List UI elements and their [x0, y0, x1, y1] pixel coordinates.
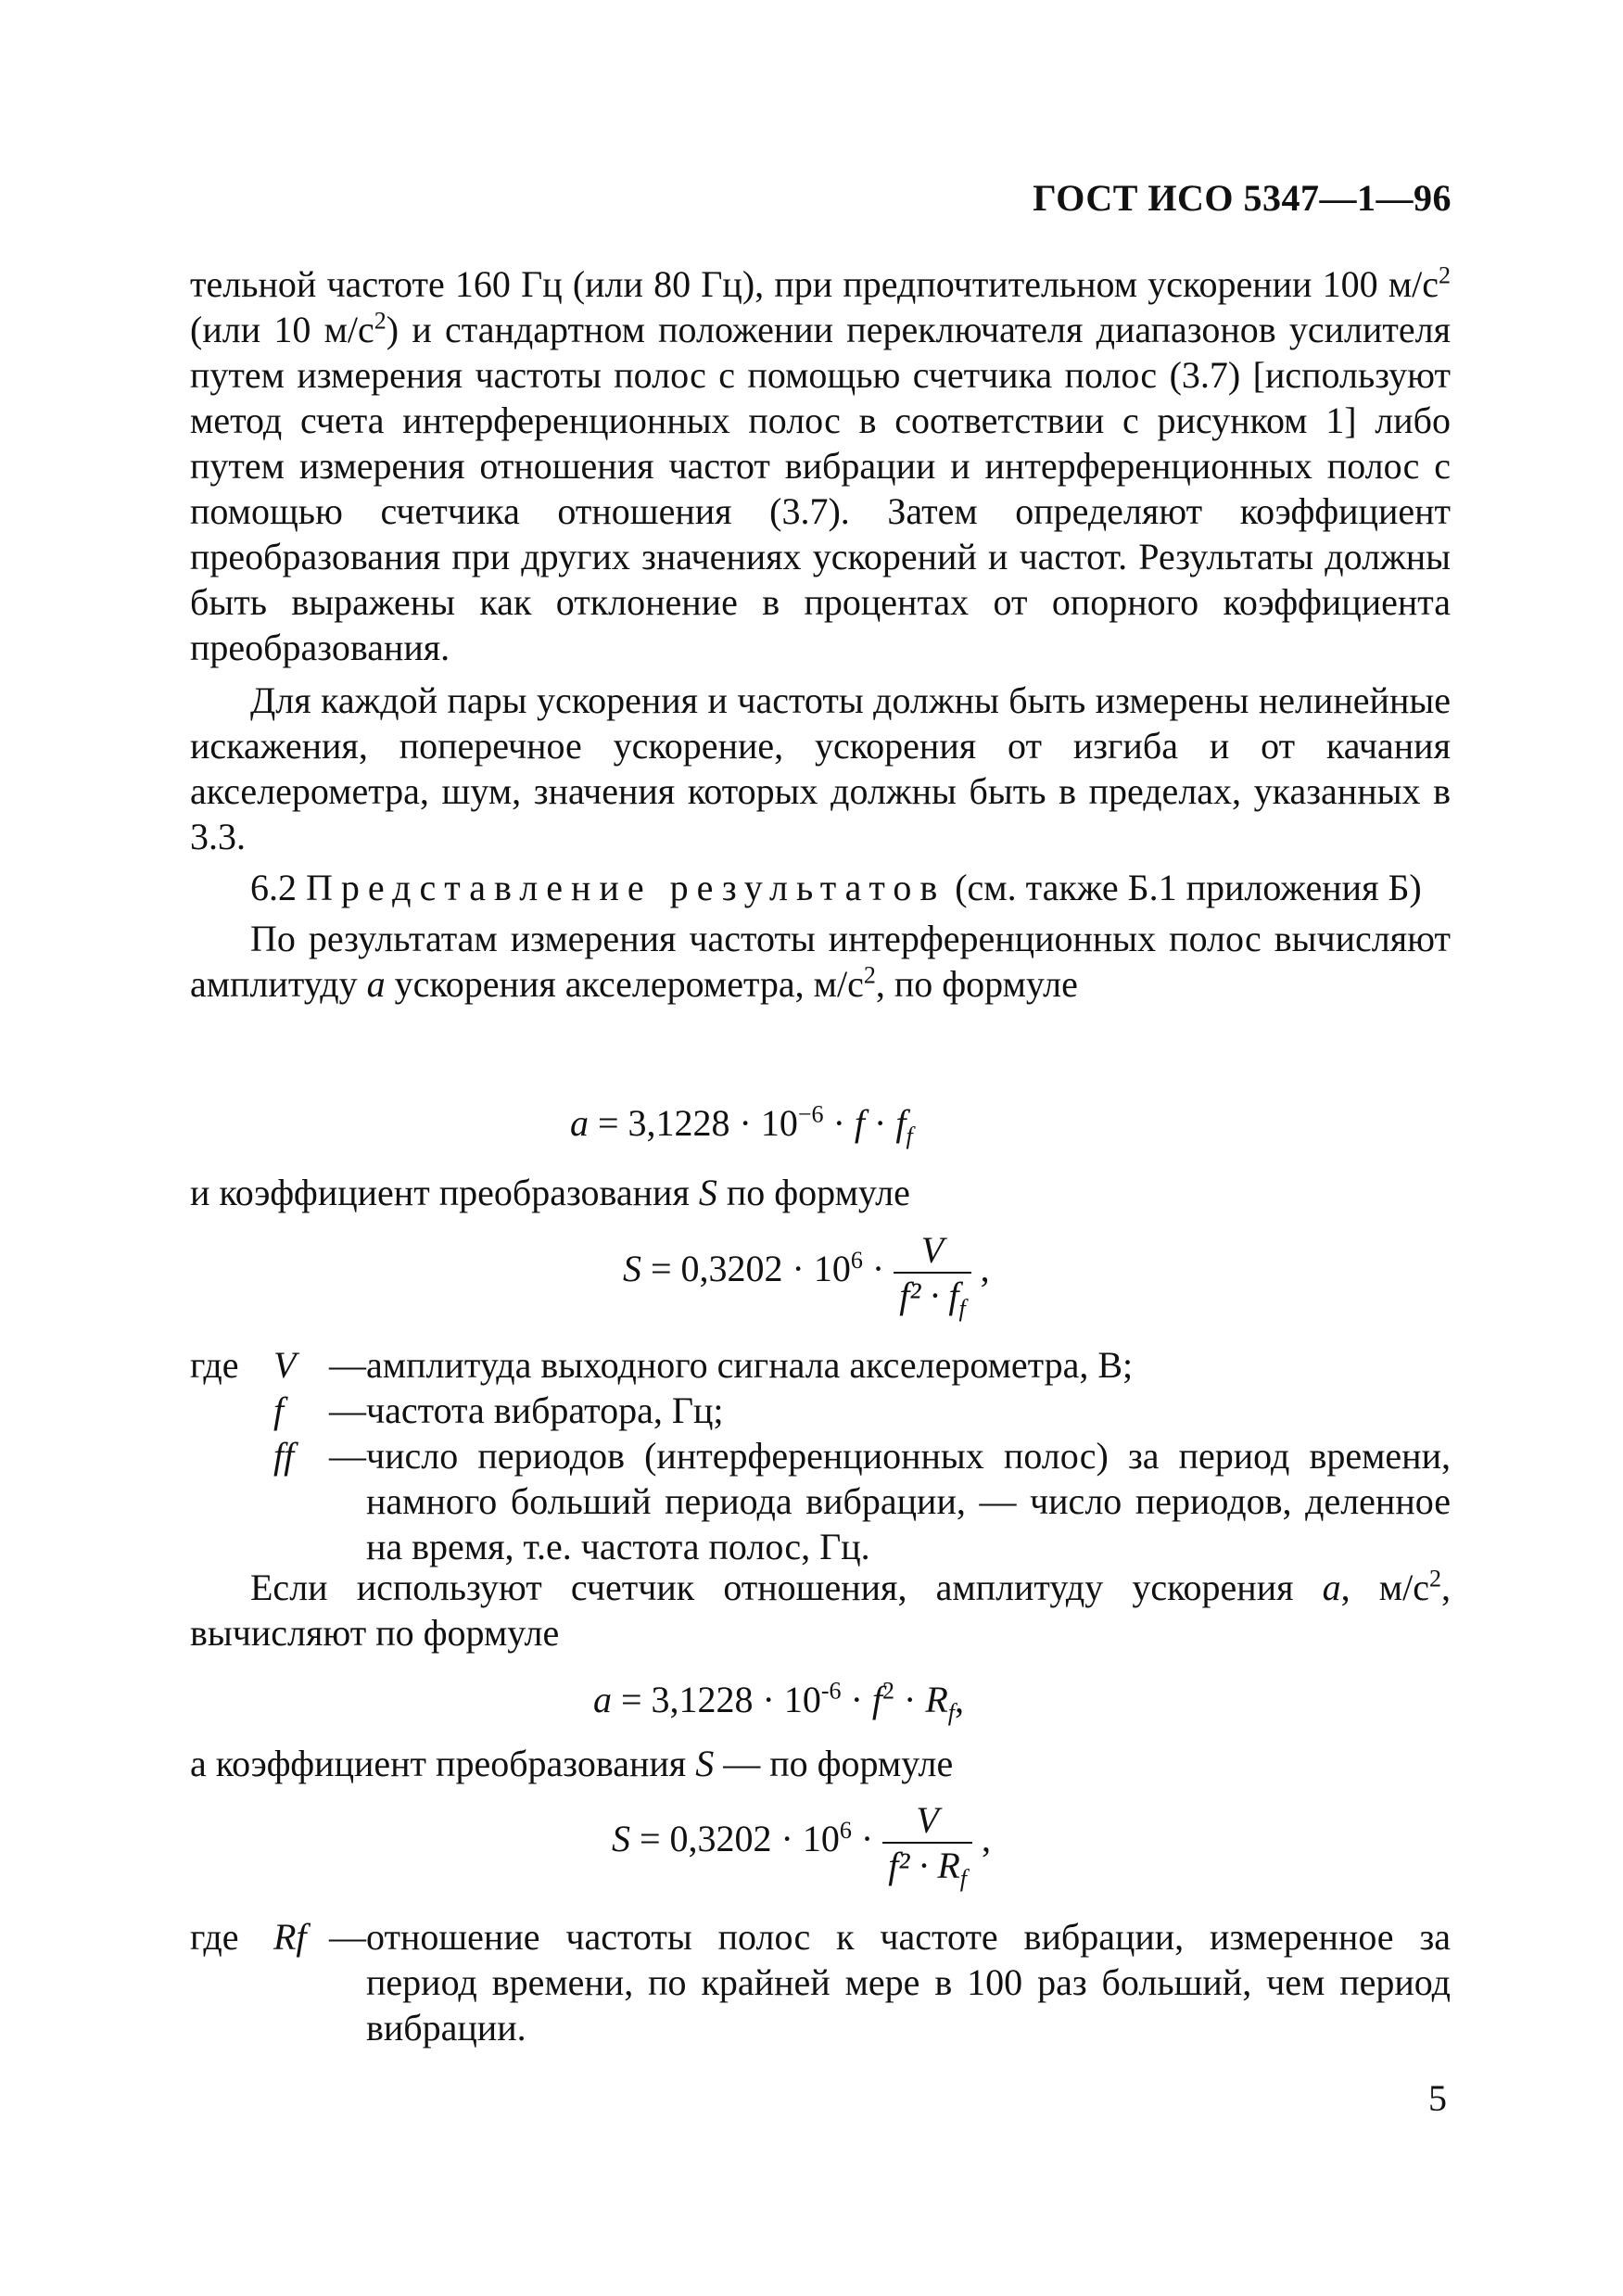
- where-symbol: Rf: [273, 1916, 307, 1958]
- var-S: S: [695, 1743, 715, 1784]
- den-text: f² · R: [888, 1845, 960, 1886]
- where-item: [190, 1433, 1451, 1569]
- superscript: 2: [1429, 1565, 1441, 1592]
- formula-exp: 6: [850, 1246, 863, 1274]
- formula-text: ·: [865, 1102, 896, 1144]
- den-sub: f: [959, 1865, 967, 1892]
- formula-text: ,: [970, 1248, 990, 1290]
- formula-text: ,: [972, 1818, 991, 1860]
- formula-exp: −6: [797, 1100, 824, 1128]
- section-number: 6.2: [250, 867, 306, 908]
- formula-sub: f: [947, 1699, 956, 1726]
- where-body: число периодов (интерференционных полос) за период времени, намного больший периода вибрации, — число периодов, деленное на время, т.е. частота полос, Гц.: [366, 1435, 1451, 1567]
- formula-text: = 0,3202 · 10: [630, 1818, 840, 1860]
- formula-var: S: [623, 1248, 641, 1290]
- where-item: [190, 1914, 1451, 2050]
- formula-var: f: [871, 1679, 883, 1720]
- fraction-denominator: [882, 1844, 972, 1892]
- superscript: 2: [374, 307, 387, 335]
- where-body: амплитуда выходного сигнала акселерометра, В;: [366, 1344, 1134, 1386]
- formula-exp: 6: [839, 1816, 852, 1844]
- p5-part-c: , вычисляют по формуле: [190, 1567, 1451, 1654]
- where-dash: —: [329, 1435, 366, 1477]
- p5-part-b: , м/с: [1340, 1567, 1429, 1608]
- superscript: 2: [863, 961, 876, 989]
- where-body: отношение частоты полос к частоте вибрации, измеренное за период времени, по крайней мере в 100 раз больший, чем период вибрации.: [366, 1916, 1451, 2049]
- p4-part-a: и коэффициент преобразования: [190, 1172, 699, 1213]
- formula-var: a: [593, 1679, 612, 1720]
- where-item: [190, 1342, 1451, 1388]
- formula-var: S: [612, 1818, 630, 1860]
- p5-part-a: Если используют счетчик отношения, амплитуду ускорения: [250, 1567, 1323, 1608]
- document-header: ГОСТ ИСО 5347—1—96: [1033, 177, 1452, 219]
- var-S: S: [698, 1172, 717, 1213]
- p4-part-b: по формуле: [716, 1172, 910, 1213]
- where-item: [190, 1388, 1451, 1433]
- var-a: a: [1322, 1567, 1341, 1608]
- section-title-rest: (см. также Б.1 приложения Б): [945, 867, 1422, 908]
- den-text: f² · f: [899, 1275, 959, 1316]
- where-symbol: V: [273, 1344, 297, 1386]
- section-heading-6-2: [190, 865, 1451, 910]
- formula-text: ·: [894, 1679, 926, 1720]
- where-list-2: [190, 1914, 1451, 2050]
- paragraph-5: [190, 1565, 1451, 1655]
- fraction-numerator: V: [894, 1228, 970, 1274]
- formula-2: [623, 1228, 990, 1322]
- page-number: 5: [1428, 2077, 1447, 2119]
- where-body: частота вибратора, Гц;: [366, 1389, 724, 1431]
- paragraph-1: [190, 261, 1451, 670]
- formula-var: f: [895, 1102, 907, 1144]
- where-list-1: [190, 1342, 1451, 1569]
- body-text-top: [190, 261, 1451, 1007]
- fraction-numerator: V: [882, 1798, 972, 1844]
- formula-var: R: [925, 1679, 948, 1720]
- p6-part-a: а коэффициент преобразования: [190, 1743, 696, 1784]
- paragraph-3: [190, 916, 1451, 1007]
- formula-sub: f: [906, 1123, 913, 1149]
- fraction: [882, 1798, 972, 1892]
- where-symbol: f: [273, 1389, 285, 1431]
- var-a: a: [366, 963, 386, 1005]
- superscript: 2: [1439, 261, 1451, 289]
- formula-exp: 2: [882, 1677, 895, 1705]
- formula-1: [570, 1100, 913, 1149]
- paragraph-6: [190, 1741, 1451, 1786]
- where-symbol: ff: [273, 1435, 295, 1477]
- formula-text: ·: [862, 1248, 894, 1290]
- fraction: [894, 1228, 970, 1322]
- formula-var: f: [854, 1102, 866, 1144]
- formula-3: [593, 1677, 965, 1726]
- where-lead: где: [190, 1916, 239, 1958]
- formula-exp: -6: [820, 1677, 842, 1705]
- p1-part-c: ) и стандартном положении переключателя диапазонов усилителя путем измерения частоты полос с помощью счетчика полос (3.7) [используют метод счета интерференционных полос в соответствии с рисунком 1] либо путем измерения отношения частот вибрации и интерференционных полос с помощью счетчика отношения (3.7). Затем определяют коэффициент преобразования при других значениях ускорений и частот. Результаты должны быть выражены как отклонение в процентах от опорного коэффициента преобразования.: [190, 309, 1451, 668]
- formula-text: = 3,1228 · 10: [589, 1102, 798, 1144]
- den-sub: f: [958, 1295, 966, 1322]
- formula-text: ·: [823, 1102, 855, 1144]
- p3-part-b: ускорения акселерометра, м/с: [385, 963, 864, 1005]
- where-dash: —: [329, 1344, 366, 1386]
- formula-text: = 3,1228 · 10: [612, 1679, 821, 1720]
- fraction-denominator: [894, 1274, 970, 1322]
- p3-part-a: По результатам измерения частоты интерференционных полос вычисляют амплитуду: [190, 918, 1451, 1005]
- where-dash: —: [329, 1389, 366, 1431]
- p1-part-a: тельной частоте 160 Гц (или 80 Гц), при предпочтительном ускорении 100 м/с: [190, 263, 1439, 305]
- p6-part-b: — по формуле: [714, 1743, 954, 1784]
- where-lead: где: [190, 1344, 239, 1386]
- where-lead: [190, 1433, 273, 1569]
- where-dash: —: [329, 1916, 366, 1958]
- paragraph-2: Для каждой пары ускорения и частоты должны быть измерены нелинейные искажения, поперечное ускорение, ускорения от изгиба и от качания акселерометра, шум, значения которых должны быть в пределах, указанных в 3.3.: [190, 679, 1451, 857]
- formula-text: ,: [955, 1679, 965, 1720]
- formula-4: [612, 1798, 991, 1892]
- formula-text: = 0,3202 · 10: [641, 1248, 851, 1290]
- p3-part-c: , по формуле: [875, 963, 1078, 1005]
- section-title: Представление результатов: [306, 867, 946, 908]
- formula-var: a: [570, 1102, 589, 1144]
- formula-text: ·: [841, 1679, 872, 1720]
- formula-text: ·: [851, 1818, 883, 1860]
- where-lead: [190, 1388, 273, 1433]
- p1-part-b: (или 10 м/с: [190, 309, 374, 350]
- paragraph-4: [190, 1170, 1451, 1215]
